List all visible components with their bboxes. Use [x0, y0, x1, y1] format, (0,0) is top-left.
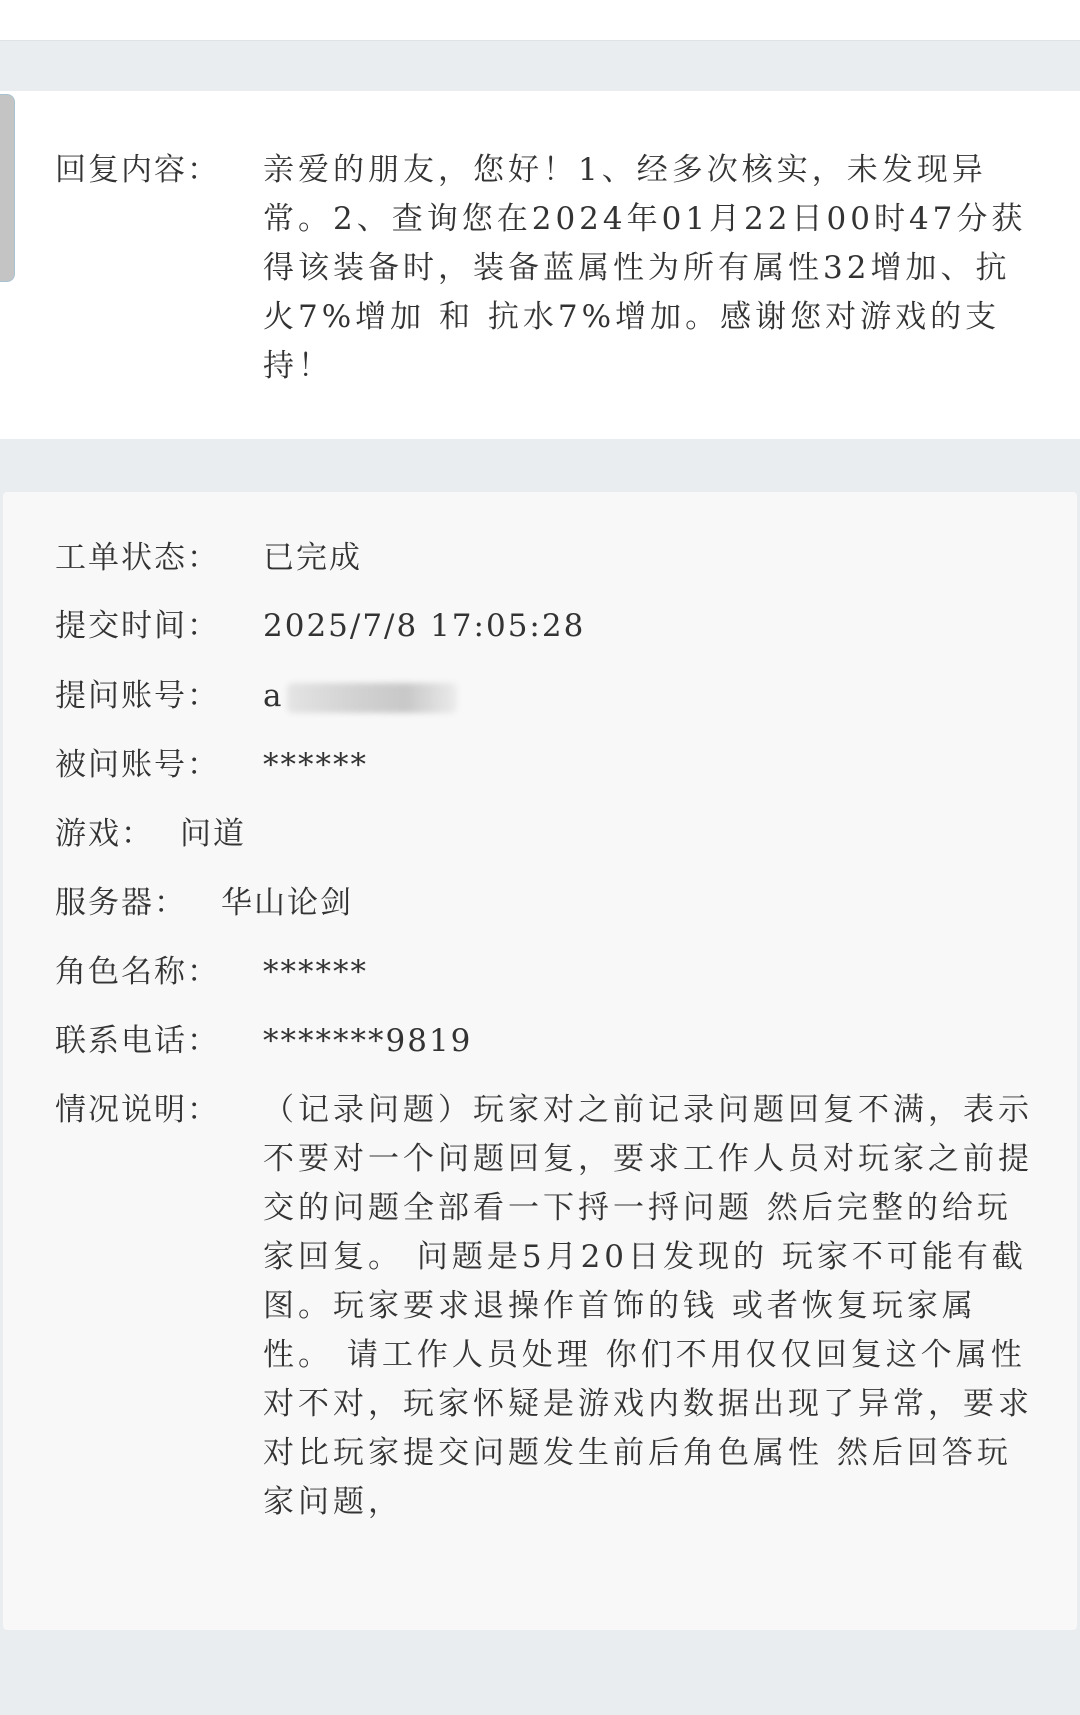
asker-account-row: [55, 672, 457, 721]
phone-label: 联系电话：: [55, 1023, 220, 1059]
asker-account-label: 提问账号：: [55, 678, 220, 714]
game-row: [55, 810, 246, 859]
submit-time-value: 2025/7/8 17:05:28: [263, 608, 586, 644]
top-bar: [0, 0, 1080, 41]
asked-account-label: 被问账号：: [55, 747, 220, 783]
role-value: ******: [263, 954, 368, 990]
reply-content: 亲爱的朋友，您好！1、经多次核实，未发现异常。2、查询您在2024年01月22日00时47分获得该装备时，装备蓝属性为所有属性32增加、抗火7%增加 和 抗水7%增加。感谢您对游戏的支持！: [263, 152, 1027, 384]
submit-time-label: 提交时间：: [55, 608, 220, 644]
redacted-blur: [287, 683, 457, 713]
reply-label: 回复内容：: [55, 152, 220, 188]
side-handle[interactable]: [0, 94, 15, 282]
ticket-detail-card: [3, 492, 1077, 1630]
description-value: （记录问题）玩家对之前记录问题回复不满，表示不要对一个问题回复，要求工作人员对玩家之前提交的问题全部看一下捋一捋问题 然后完整的给玩家回复。 问题是5月20日发现的 玩家不可能有截图。玩家要求退操作首饰的钱 或者恢复玩家属性。 请工作人员处理 你们不用仅仅回复这个属性对不对，玩家怀疑是游戏内数据出现了异常，要求对比玩家提交问题发生前后角色属性 然后回答玩家问题，: [263, 1092, 1033, 1520]
role-row: [55, 948, 368, 997]
submit-time-row: [55, 602, 585, 651]
server-value: 华山论剑: [221, 885, 353, 921]
status-label: 工单状态：: [55, 540, 220, 576]
reply-card: [0, 91, 1080, 439]
asked-account-row: [55, 741, 368, 790]
phone-row: [55, 1017, 472, 1066]
game-label: 游戏：: [55, 816, 154, 852]
status-value: 已完成: [263, 540, 362, 576]
asked-account-value: ******: [263, 747, 368, 783]
game-value: 问道: [180, 816, 246, 852]
phone-value: *******9819: [263, 1023, 473, 1059]
role-label: 角色名称：: [55, 954, 220, 990]
asker-account-value: [263, 672, 457, 721]
reply-row: [55, 146, 1033, 391]
server-row: [55, 879, 353, 928]
server-label: 服务器：: [55, 885, 187, 921]
asker-account-text: a: [263, 678, 284, 714]
status-row: [55, 534, 362, 583]
description-row: [55, 1086, 1033, 1527]
description-label: 情况说明：: [55, 1092, 220, 1128]
